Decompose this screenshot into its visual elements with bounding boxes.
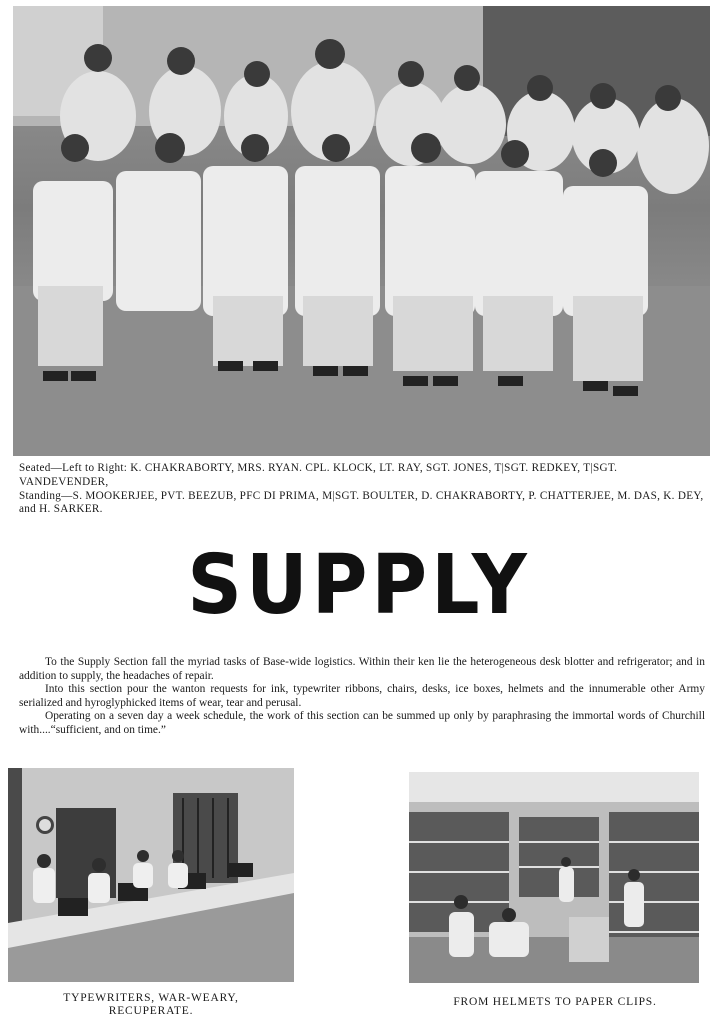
group-photo-caption xyxy=(19,462,705,517)
typewriter-photo xyxy=(8,768,294,982)
storeroom-photo-image xyxy=(409,772,699,983)
typewriter-photo-image xyxy=(8,768,294,982)
caption-standing: Standing—S. MOOKERJEE, PVT. BEEZUB, PFC DI PRIMA, M|SGT. BOULTER, D. CHAKRABORTY, P. CHATTERJEE, M. DAS, K. DEY, and H. SARKER. xyxy=(19,489,704,516)
caption-seated: Seated—Left to Right: K. CHAKRABORTY, MRS. RYAN. CPL. KLOCK, LT. RAY, SGT. JONES, T|SGT. REDKEY, T|SGT. VANDEVENDER, xyxy=(19,462,618,488)
body-paragraph-1: To the Supply Section fall the myriad tasks of Base-wide logistics. Within their ken lie the heterogeneous desk blotter and refrigerator; and in addition to supply, the headaches of repair. xyxy=(19,656,705,682)
storeroom-photo-caption: FROM HELMETS TO PAPER CLIPS. xyxy=(453,996,657,1008)
typewriter-photo-caption: TYPEWRITERS, WAR-WEARY, RECUPERATE. xyxy=(63,992,239,1017)
page-title: SUPPLY xyxy=(187,536,531,633)
body-paragraph-3: Operating on a seven day a week schedule, the work of this section can be summed up only by paraphrasing the immortal words of Churchill with....“sufficient, and on time.” xyxy=(19,710,705,736)
group-photo xyxy=(13,6,710,456)
group-photo-image xyxy=(13,6,710,456)
body-paragraph-2: Into this section pour the wanton requests for ink, typewriter ribbons, chairs, desks, ice boxes, helmets and the innumerable other Army serialized and hyroglyphicked items of wear, tear and perusal. xyxy=(19,683,705,709)
storeroom-photo xyxy=(409,772,699,983)
body-text xyxy=(19,656,705,738)
